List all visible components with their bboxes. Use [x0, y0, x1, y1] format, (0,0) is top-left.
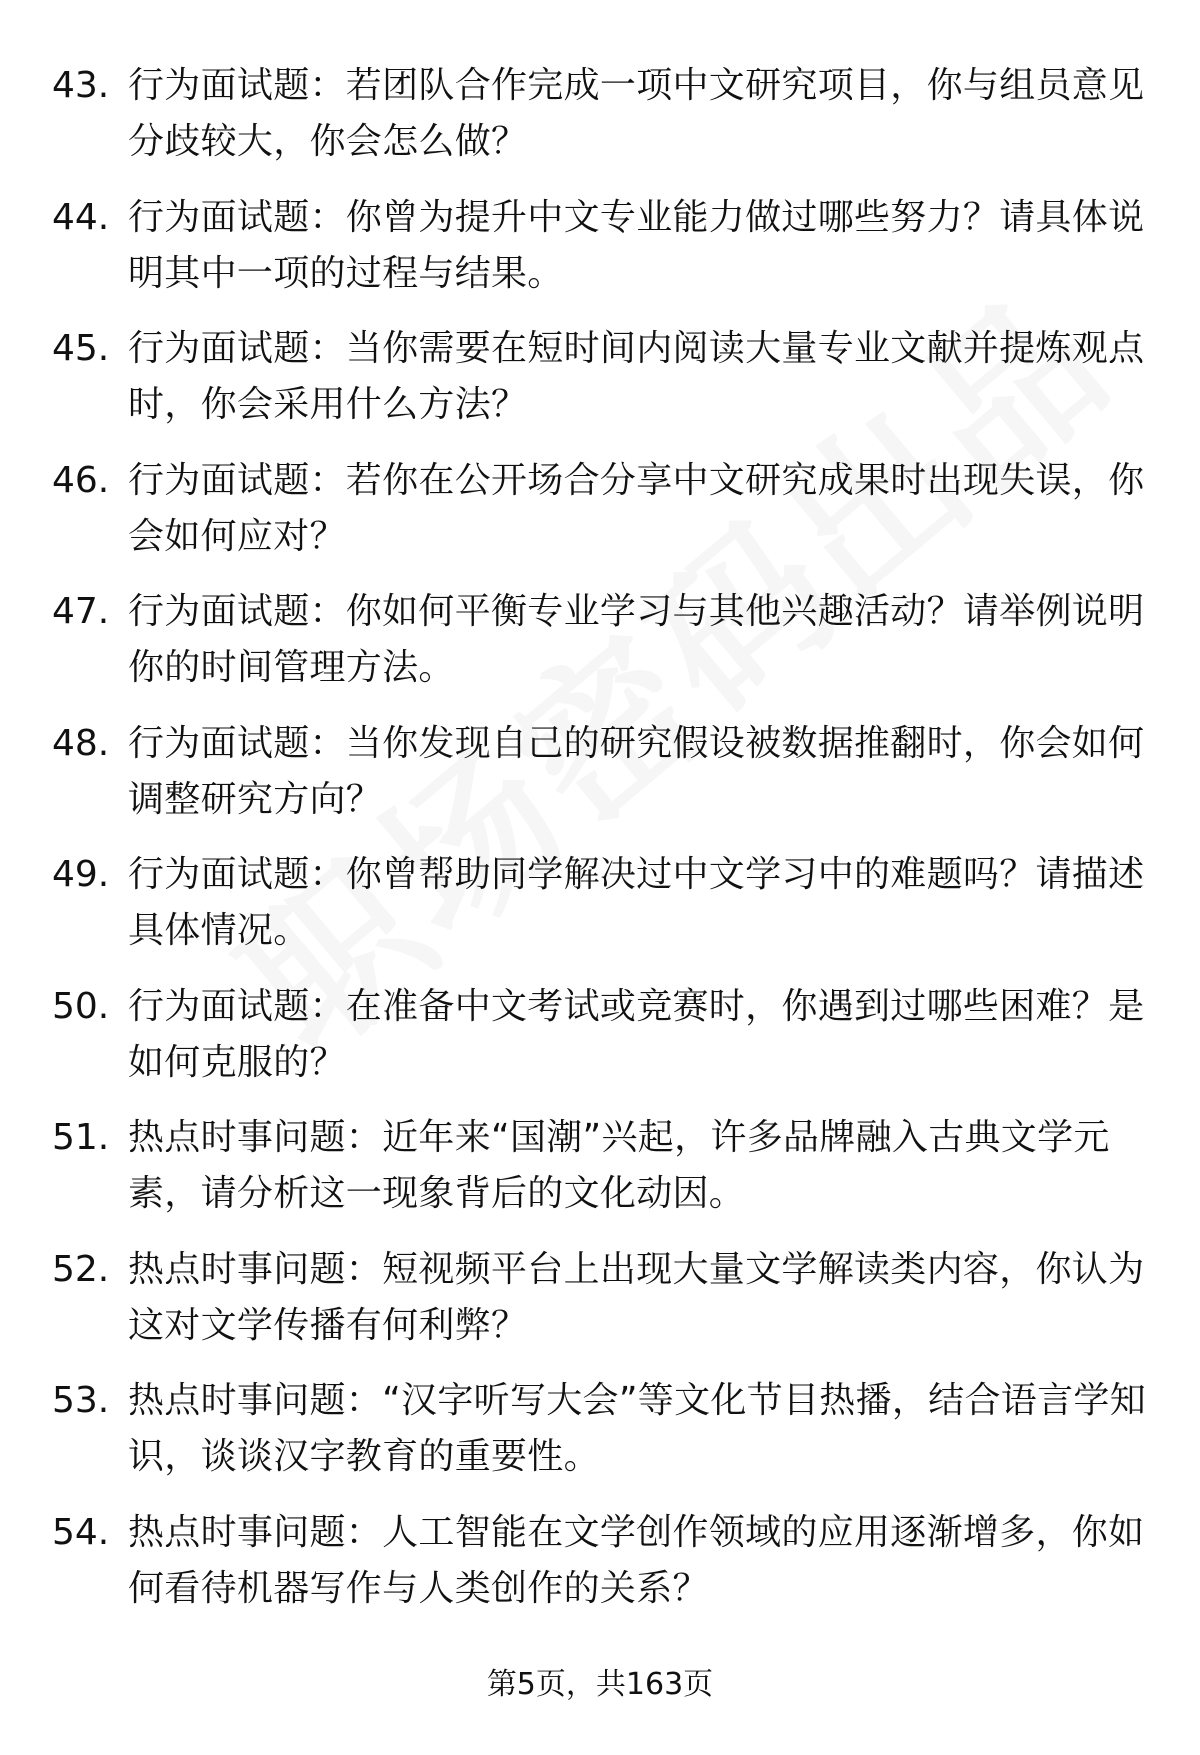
question-number: 48.	[52, 722, 110, 764]
question-text: 热点时事问题：近年来“国潮”兴起，许多品牌融入古典文学元素，请分析这一现象背后的文化动因。	[128, 1117, 1110, 1214]
question-item	[52, 190, 1152, 322]
question-number: 53.	[52, 1380, 110, 1421]
question-item	[52, 453, 1152, 585]
question-list	[52, 58, 1152, 1636]
question-item	[52, 1505, 1152, 1637]
question-item	[52, 321, 1152, 453]
question-text: 热点时事问题：人工智能在文学创作领域的应用逐渐增多，你如何看待机器写作与人类创作的关系？	[128, 1511, 1145, 1609]
question-text: 行为面试题：你曾帮助同学解决过中文学习中的难题吗？请描述具体情况。	[128, 854, 1145, 951]
question-item	[52, 584, 1152, 716]
question-text: 行为面试题：你曾为提升中文专业能力做过哪些努力？请具体说明其中一项的过程与结果。	[128, 196, 1145, 294]
question-number: 47.	[52, 591, 110, 632]
question-number: 51.	[52, 1117, 110, 1158]
question-text: 行为面试题：在准备中文考试或竞赛时，你遇到过哪些困难？是如何克服的？	[128, 985, 1145, 1083]
question-text: 热点时事问题：“汉字听写大会”等文化节目热播，结合语言学知识，谈谈汉字教育的重要性。	[128, 1380, 1147, 1477]
question-number: 49.	[52, 854, 110, 895]
question-text: 行为面试题：当你发现自己的研究假设被数据推翻时，你会如何调整研究方向？	[128, 722, 1145, 820]
question-item	[52, 979, 1152, 1111]
question-item	[52, 58, 1152, 190]
question-number: 45.	[52, 328, 110, 369]
question-text: 热点时事问题：短视频平台上出现大量文学解读类内容，你认为这对文学传播有何利弊？	[128, 1248, 1145, 1346]
question-text: 行为面试题：当你需要在短时间内阅读大量专业文献并提炼观点时，你会采用什么方法？	[128, 328, 1145, 425]
question-number: 44.	[52, 196, 110, 238]
question-number: 50.	[52, 985, 110, 1027]
question-item	[52, 1242, 1152, 1374]
question-text: 行为面试题：若团队合作完成一项中文研究项目，你与组员意见分歧较大，你会怎么做？	[128, 65, 1145, 162]
question-item	[52, 1110, 1152, 1242]
question-item	[52, 716, 1152, 848]
question-number: 46.	[52, 459, 110, 501]
question-item	[52, 1373, 1152, 1505]
question-number: 54.	[52, 1511, 110, 1553]
question-text: 行为面试题：你如何平衡专业学习与其他兴趣活动？请举例说明你的时间管理方法。	[128, 591, 1145, 688]
question-text: 行为面试题：若你在公开场合分享中文研究成果时出现失误，你会如何应对？	[128, 459, 1145, 557]
page-footer: 第5页，共163页	[486, 1667, 714, 1702]
question-number: 52.	[52, 1248, 110, 1290]
question-item	[52, 847, 1152, 979]
question-number: 43.	[52, 65, 110, 106]
